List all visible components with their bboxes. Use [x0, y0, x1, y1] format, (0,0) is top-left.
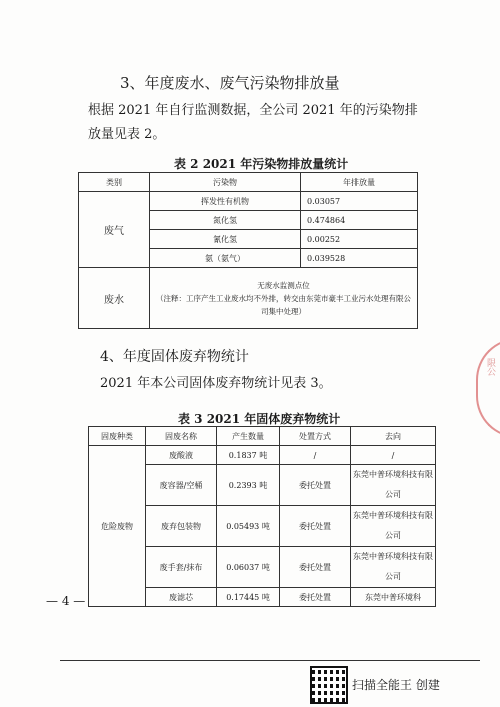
- col-waste-type: 固废种类: [89, 427, 146, 446]
- seal-text: 限公: [485, 358, 495, 376]
- table-cell: 委托处置: [280, 547, 351, 588]
- footer-divider: [60, 660, 480, 661]
- table-cell: 0.05493 吨: [217, 506, 280, 547]
- solid-waste-table: [88, 426, 436, 607]
- water-note-line-2: （注释：工序产生工业废水均不外排，转交由东莞市豪丰工业污水处理有限公司集中处理）: [156, 293, 411, 316]
- col-annual-emission: 年排放量: [301, 173, 418, 192]
- table-cell: 东莞中普环境科技有限公司: [351, 465, 436, 506]
- table-cell: 东莞中普环境科: [351, 588, 436, 607]
- table-cell: 氰化氢: [150, 230, 301, 249]
- table-cell: 0.2393 吨: [217, 465, 280, 506]
- water-note-line-1: 无废水监测点位: [257, 280, 310, 290]
- col-destination: 去向: [351, 427, 436, 446]
- page-number: — 4 —: [46, 594, 86, 608]
- table-cell: /: [280, 446, 351, 465]
- pollutant-emission-table: [78, 172, 418, 329]
- table-cell: 氮化氢: [150, 211, 301, 230]
- table-cell: 东莞中普环境科技有限公司: [351, 506, 436, 547]
- table-cell: 0.474864: [301, 211, 418, 230]
- col-waste-name: 固废名称: [146, 427, 217, 446]
- table-3-caption: 表 3 2021 年固体废弃物统计: [178, 412, 341, 426]
- col-category: 类别: [79, 173, 150, 192]
- table-cell: 0.06037 吨: [217, 547, 280, 588]
- col-disposal-method: 处置方式: [280, 427, 351, 446]
- table-cell: 废弃包装物: [146, 506, 217, 547]
- table-cell: 废滤芯: [146, 588, 217, 607]
- gas-category-cell: 废气: [79, 192, 150, 268]
- section-3-heading: 3、年度废水、废气污染物排放量: [120, 74, 340, 92]
- section-3-paragraph: 根据 2021 年自行监测数据，全公司 2021 年的污染物排放量见表 2。: [88, 103, 418, 142]
- col-pollutant: 污染物: [150, 173, 301, 192]
- water-category-cell: 废水: [79, 268, 150, 329]
- section-4-heading: 4、年度固体废弃物统计: [100, 349, 249, 365]
- table-cell: 0.17445 吨: [217, 588, 280, 607]
- col-quantity: 产生数量: [217, 427, 280, 446]
- water-note-cell: [150, 268, 418, 329]
- table-cell: 0.1837 吨: [217, 446, 280, 465]
- table-cell: 委托处置: [280, 465, 351, 506]
- table-cell: /: [351, 446, 436, 465]
- table-cell: 0.00252: [301, 230, 418, 249]
- table-cell: 0.039528: [301, 249, 418, 268]
- hazardous-waste-cell: 危险废物: [89, 446, 146, 607]
- table-cell: 委托处置: [280, 588, 351, 607]
- table-cell: 0.03057: [301, 192, 418, 211]
- scanner-watermark: 扫描全能王 创建: [352, 678, 440, 692]
- section-4-paragraph: 2021 年本公司固体废弃物统计见表 3。: [100, 376, 332, 391]
- table-cell: 挥发性有机物: [150, 192, 301, 211]
- qr-code-icon: [310, 666, 348, 704]
- table-cell: 废容器/空桶: [146, 465, 217, 506]
- table-cell: 委托处置: [280, 506, 351, 547]
- table-cell: 废酸液: [146, 446, 217, 465]
- table-cell: 氨（氨气）: [150, 249, 301, 268]
- company-seal-stamp: [476, 338, 500, 438]
- table-2-caption: 表 2 2021 年污染物排放量统计: [174, 157, 349, 171]
- table-cell: 废手套/抹布: [146, 547, 217, 588]
- table-cell: 东莞中普环境科技有限公司: [351, 547, 436, 588]
